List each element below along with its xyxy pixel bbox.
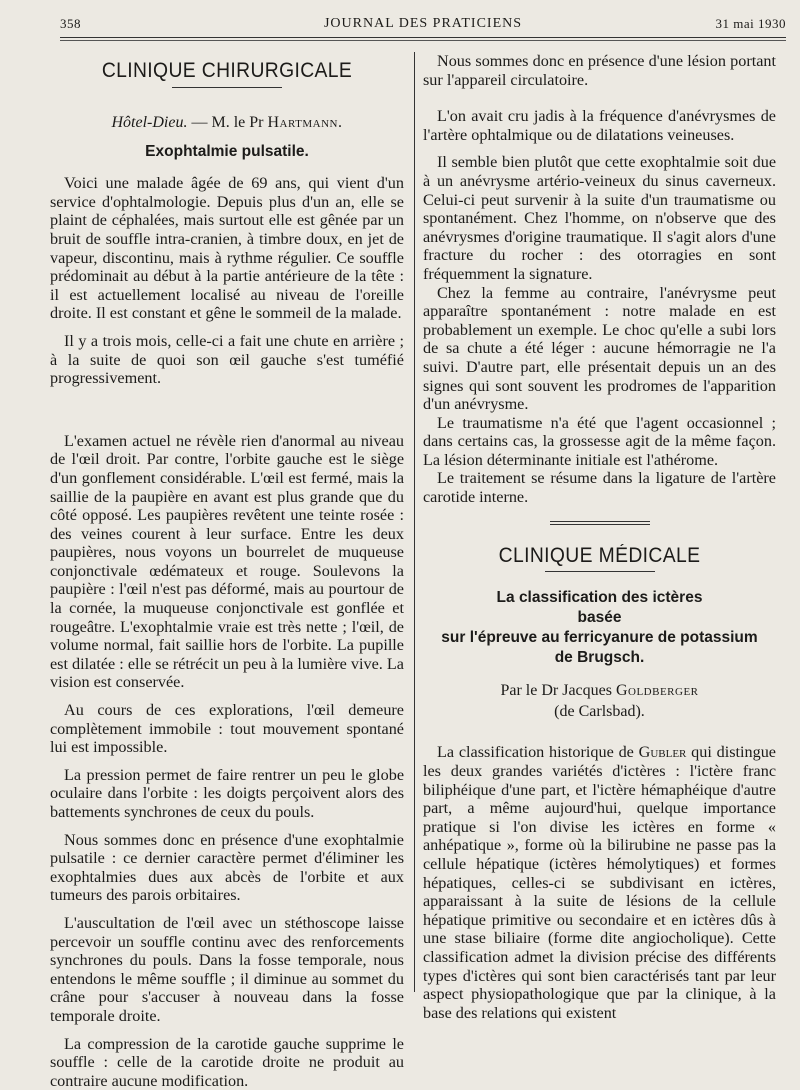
paragraph: Chez la femme au contraire, l'anévrysme peut apparaître spontanément : notre malade en est probablement un exemple. Le choc qu'elle a subi lors de sa chute a été léger : aucune hémorragie ne l'a suivi. D'autre part, elle présentait depuis un an des signes qui sont souvent les prodromes de l'apparition d'un anévrysme. — [423, 283, 776, 414]
paragraph: Il y a trois mois, celle-ci a fait une chute en arrière ; à la suite de quoi son œil gauche s'est tuméfié progressivement. — [50, 331, 404, 388]
journal-title: JOURNAL DES PRATICIENS — [323, 16, 523, 31]
paragraph: Le traumatisme n'a été que l'agent occasionnel ; dans certains cas, la grossesse agit de la même façon. La lésion déterminante initiale est l'athérome. — [423, 413, 776, 469]
header-rule — [60, 37, 786, 38]
right-column — [423, 52, 776, 1022]
subtitle-line: sur l'épreuve au ferricyanure de potassium — [441, 629, 758, 647]
author-name: Goldberger — [615, 682, 699, 700]
paragraph: La pression permet de faire rentrer un peu le globe oculaire dans l'orbite : les doigts perçoivent alors des battements synchrones de ceux du pouls. — [50, 765, 404, 821]
subtitle-line: La classification des ictères — [496, 589, 703, 607]
section-title-surgical: CLINIQUE CHIRURGICALE — [101, 59, 353, 82]
paragraph — [423, 743, 776, 1022]
paragraph: La compression de la carotide gauche supprime le souffle : celle de la carotide droite ne produit au contraire aucune modification. — [50, 1034, 404, 1090]
paragraph: Au cours de ces explorations, l'œil demeure complètement immobile : tout mouvement spontané lui est impossible. — [50, 701, 404, 757]
paragraph: Il semble bien plutôt que cette exophtalmie soit due à un anévrysme artério-veineux du sinus caverneux. Celui-ci peut survenir à la suite d'un traumatisme ou spontanément. Chez l'homme, on n'observe que des anévrysmes d'origine traumatique. Il s'agit alors d'une fracture du rocher : des otorragies en sont fréquemment la signature. — [423, 153, 776, 283]
cited-author: Gubler — [638, 743, 687, 762]
column-separator — [414, 52, 415, 992]
running-header — [60, 14, 786, 36]
affiliation-place: Hôtel-Dieu. — [111, 113, 188, 131]
text-run: qui distingue les deux grandes variétés d'ictères : l'ictère franc biliphéique d'une part, et l'ictère hémaphéique d'autre part, a même aujourd'hui, quelque importance pratique si l'on divise les ictères en forme « anhépatique », forme où la bilirubine ne passe pas la cellule hépatique (ictères hémolytiques) et formes hépatiques, celles-ci se subdivisant en ictères, apparaissant à la suite de lésions de la cellule hépatique primitive ou secondaire et en ictères dûs à une stase biliaire (forme dite angiocholique). Cette classification admet la division précise des différents types d'ictères qui sont bien caractérisés tant par leur aspect physiopathologique que par la clinique, à la base des relations qui existent — [423, 743, 776, 1022]
author-byline — [423, 682, 776, 701]
issue-date: 31 mai 1930 — [715, 16, 786, 31]
section-title-medical: CLINIQUE MÉDICALE — [498, 543, 701, 567]
byline-prefix: Par le Dr Jacques — [500, 682, 616, 700]
affiliation-name: Hartmann. — [267, 113, 343, 131]
affiliation-text: — M. le Pr — [187, 113, 268, 131]
author-location: (de Carlsbad). — [554, 702, 645, 720]
paragraph: L'on avait cru jadis à la fréquence d'anévrysmes de l'artère ophtalmique ou de dilatations veineuses. — [423, 107, 776, 144]
page-number: 358 — [60, 16, 81, 31]
paragraph: L'auscultation de l'œil avec un stéthoscope laisse percevoir un souffle continu avec des renforcements synchrones du pouls. Dans la fosse temporale, nous entendons le même souffle ; il diminue au sommet du crâne pour s'accuser à nouveau dans la fosse temporale droite. — [50, 913, 404, 1025]
article-subtitle: Exophtalmie pulsatile. — [145, 143, 309, 161]
paragraph: Voici une malade âgée de 69 ans, qui vient d'un service d'ophtalmologie. Depuis plus d'un an, elle se plaint de céphalées, mais surtout elle est gênée par un bruit de souffle intra-cranien, à timbre doux, en jet de vapeur, discontinu, mais à rythme régulier. Ce souffle prédominait au début à la partie antérieure de la tête : il est actuellement localisé au niveau de l'oreille droite. Il est constant et gêne le sommeil de la malade. — [50, 174, 404, 323]
article-affiliation — [50, 114, 404, 133]
paragraph: Nous sommes donc en présence d'une lésion portant sur l'appareil circulatoire. — [423, 52, 776, 89]
paragraph: Nous sommes donc en présence d'une exophtalmie pulsatile : ce dernier caractère permet d'éliminer les exophtalmies dues aux abcès de l'orbite et aux tumeurs des parois orbitaires. — [50, 830, 404, 905]
paragraph: Le traitement se résume dans la ligature de l'artère carotide interne. — [423, 469, 776, 507]
header-rule-thin — [60, 40, 786, 41]
left-column — [50, 56, 404, 1090]
paragraph: L'examen actuel ne révèle rien d'anormal au niveau de l'œil droit. Par contre, l'orbite gauche est le siège d'un gonflement considérable. L'œil est fermé, mais la saillie de la paupière en avant est plus grande que du côté opposé. Les paupières revêtent une teinte rosée : des veines courent à leur surface. Entre les deux paupières, nous voyons un bourrelet de muqueuse conjonctivale œdémateux et rouge. Soulevons la paupière : l'œil n'est pas déformé, mais au pourtour de la cornée, la muqueuse conjonctivale est gonflée et rougeâtre. L'exophtalmie vraie est très nette ; l'œil, de volume normal, fait saillie hors de l'orbite. La pupille est dilatée : elle se rétrécit un peu à la lumière vive. La vision est conservée. — [50, 431, 404, 692]
section-divider — [550, 521, 650, 525]
subtitle-line: basée — [577, 609, 622, 627]
article-subtitle — [423, 588, 776, 668]
text-run: La classification historique de — [437, 743, 639, 762]
title-underline — [545, 571, 655, 572]
title-underline — [172, 87, 282, 88]
subtitle-line: de Brugsch. — [554, 649, 645, 667]
